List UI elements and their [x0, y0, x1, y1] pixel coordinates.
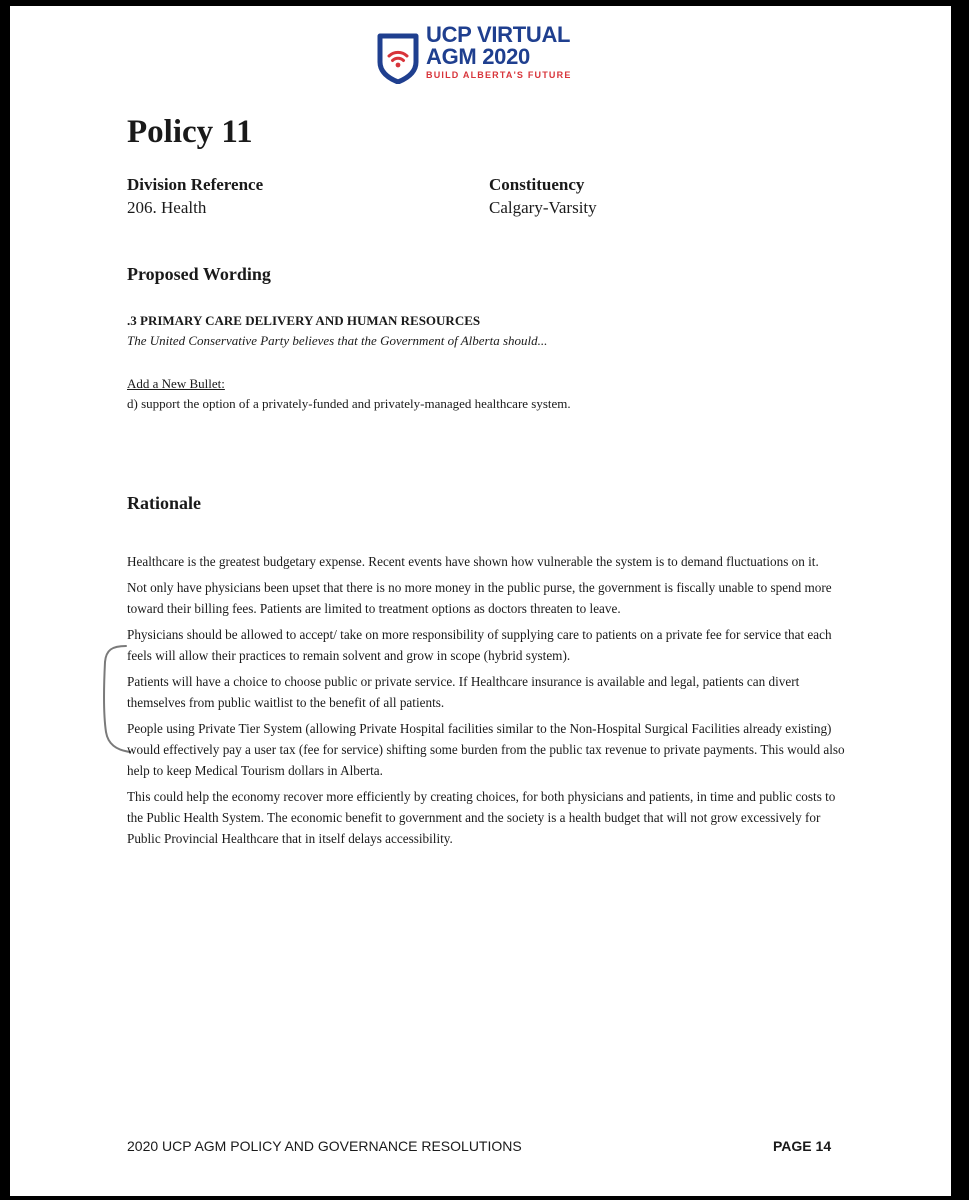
section-title: .3 PRIMARY CARE DELIVERY AND HUMAN RESOURCES [127, 313, 481, 328]
add-bullet-label: Add a New Bullet: [127, 376, 225, 391]
logo-line-2: AGM 2020 [426, 44, 530, 69]
ucp-agm-logo [376, 24, 616, 94]
division-reference-label: Division Reference [127, 175, 264, 194]
division-reference-value: 206. Health [127, 198, 207, 217]
rationale-paragraph: Patients will have a choice to choose public or private service. If Healthcare insurance is available and legal, patients can divert themselves from public waitlist to the benefit of all patients. [127, 674, 800, 710]
page-title: Policy 11 [127, 114, 253, 150]
constituency-value: Calgary-Varsity [489, 198, 597, 217]
logo-text [426, 24, 572, 81]
logo-line-1: UCP VIRTUAL [426, 22, 571, 47]
rationale-paragraph: Healthcare is the greatest budgetary expense. Recent events have shown how vulnerable the system is to demand fluctuations on it. [127, 554, 819, 569]
rationale-paragraph: People using Private Tier System (allowing Private Hospital facilities similar to the Non-Hospital Surgical Facilities already existing) would effectively pay a user tax (fee for service) shifting some burden from the public tax revenue to private payments. This would also help to keep Medical Tourism dollars in Alberta. [127, 721, 845, 778]
proposed-wording-heading: Proposed Wording [127, 264, 271, 284]
rationale-paragraph: Not only have physicians been upset that there is no more money in the public purse, the government is fiscally unable to spend more toward their billing fees. Patients are limited to treatment options as doctors threaten to leave. [127, 580, 832, 616]
rationale-heading: Rationale [127, 493, 201, 513]
new-bullet-text: d) support the option of a privately-funded and privately-managed healthcare system. [127, 396, 571, 411]
footer-document-title: 2020 UCP AGM POLICY AND GOVERNANCE RESOLUTIONS [127, 1138, 522, 1154]
document-page [10, 6, 951, 1196]
wifi-shield-icon [376, 32, 420, 84]
rationale-paragraph: This could help the economy recover more efficiently by creating choices, for both physicians and patients, in time and public costs to the Public Health System. The economic benefit to government and the society is a health budget that will not grow excessively for Public Provincial Healthcare that in itself delays accessibility. [127, 789, 836, 846]
logo-tagline: BUILD ALBERTA'S FUTURE [426, 70, 572, 80]
footer-page-number: PAGE 14 [773, 1138, 832, 1154]
rationale-paragraph: Physicians should be allowed to accept/ take on more responsibility of supplying care to patients on a private fee for service that each feels will allow their practices to remain solvent and grow in scope (hybrid system). [127, 627, 832, 663]
constituency-label: Constituency [489, 175, 585, 194]
section-intro: The United Conservative Party believes that the Government of Alberta should... [127, 333, 548, 348]
rationale-body [127, 551, 847, 854]
